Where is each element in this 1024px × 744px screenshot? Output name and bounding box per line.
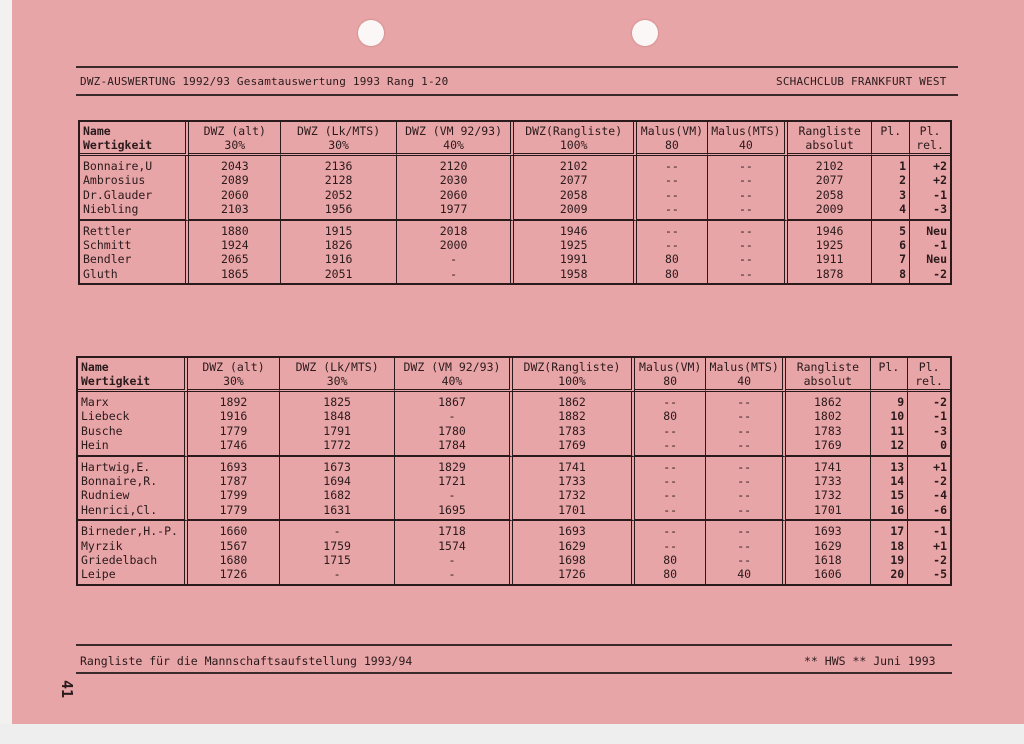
club-name: SCHACHCLUB FRANKFURT WEST (776, 75, 947, 88)
platz-values (872, 221, 910, 284)
table-cell: -- (737, 395, 752, 409)
player-group (78, 392, 950, 457)
table-cell: 11 (890, 423, 905, 438)
table-cell: -- (664, 202, 679, 217)
table-cell: 1682 (323, 488, 351, 503)
scan-edge (0, 724, 1024, 744)
table-cell: 1721 (438, 473, 466, 488)
malus-vm-values (637, 156, 708, 221)
table-cell: 1865 (220, 266, 249, 281)
table-cell: 10 (890, 409, 905, 424)
table-cell: -- (738, 173, 753, 188)
name-header: Name Wertigkeit (80, 122, 189, 156)
table-cell: 1618 (814, 552, 842, 567)
table-cell: 2120 (439, 159, 468, 173)
table-cell: -- (663, 438, 678, 453)
table-cell: Ambrosius (83, 173, 146, 188)
footer-rule-top (76, 644, 952, 646)
dwz-lk-values (280, 521, 395, 584)
name-header: Name Wertigkeit (78, 358, 188, 392)
table-cell: -2 (933, 266, 947, 281)
table-cell: 1862 (814, 395, 842, 409)
table-cell: 2077 (559, 173, 588, 188)
rangliste-absolut-values (786, 457, 870, 522)
table-cell: Birneder,H.-P. (81, 524, 178, 539)
platz-header: Pl. (871, 358, 909, 392)
rangliste-absolut-values (788, 221, 873, 284)
table-cell: 1915 (324, 223, 353, 238)
table-cell: -- (663, 524, 678, 539)
table-cell: 2043 (220, 159, 249, 173)
table-cell: - (448, 552, 456, 567)
table-cell: -- (737, 502, 752, 517)
table-cell: 1695 (438, 502, 466, 517)
table-cell: -1 (933, 237, 947, 252)
table-cell: 1925 (815, 237, 844, 252)
player-names (80, 156, 189, 221)
table-cell: 2136 (324, 159, 353, 173)
table-cell: Bonnaire,R. (81, 473, 158, 488)
platz-values (871, 457, 909, 522)
dwz-rangliste-values (513, 392, 635, 457)
table-cell: -1 (933, 524, 947, 539)
table-cell: 2018 (439, 223, 468, 238)
dwz-lk-values (280, 392, 395, 457)
table-cell: 16 (890, 502, 905, 517)
table-cell: -- (737, 552, 752, 567)
table-cell: Marx (81, 395, 109, 409)
table-cell: 2051 (324, 266, 353, 281)
table-cell: -2 (933, 552, 947, 567)
table-cell: 1741 (558, 459, 586, 474)
malus-mts-values (706, 392, 786, 457)
table-cell: Dr.Glauder (83, 187, 153, 202)
table-cell: 1779 (219, 423, 248, 438)
table-cell: 80 (664, 266, 679, 281)
punch-hole-right (632, 20, 658, 46)
table-header-row (80, 122, 950, 156)
table-cell: 80 (663, 409, 678, 424)
table-cell: - (448, 488, 456, 503)
page-number: 41 (58, 680, 76, 699)
table-cell: Bendler (83, 252, 132, 267)
table-cell: 1629 (558, 538, 586, 553)
malus-vm-header: Malus(VM) 80 (637, 122, 708, 156)
table-cell: -6 (933, 502, 947, 517)
table-cell: 1977 (439, 202, 468, 217)
table-cell: 1882 (558, 409, 586, 424)
platz-rel-values (910, 156, 950, 221)
table-cell: 1701 (814, 502, 842, 517)
dwz-vm-header: DWZ (VM 92/93) 40% (395, 358, 513, 392)
table-cell: 1567 (219, 538, 248, 553)
table-cell: 1726 (219, 567, 248, 582)
table-cell: +2 (933, 173, 947, 188)
header-rule-bottom (76, 94, 958, 96)
table-cell: 1826 (324, 237, 353, 252)
dwz-rangliste-values (513, 521, 635, 584)
table-cell: -- (663, 459, 678, 474)
table-cell: 2000 (439, 237, 468, 252)
table-cell: 2058 (559, 187, 588, 202)
dwz-rangliste-header: DWZ(Rangliste) 100% (514, 122, 637, 156)
dwz-alt-values (188, 521, 280, 584)
table-cell: 1802 (814, 409, 842, 424)
table-header-row (78, 358, 950, 392)
malus-mts-values (706, 457, 786, 522)
table-cell: 8 (899, 266, 907, 281)
table-cell: -- (738, 266, 753, 281)
table-cell: -- (737, 409, 752, 424)
rangliste-absolut-header: Rangliste absolut (788, 122, 873, 156)
table-cell: 2102 (559, 159, 588, 173)
table-cell: 1916 (324, 252, 353, 267)
table-cell: -- (664, 237, 679, 252)
table-cell: 1783 (814, 423, 842, 438)
table-cell: 1848 (323, 409, 351, 424)
dwz-lk-header: DWZ (Lk/MTS) 30% (280, 358, 395, 392)
table-cell: -- (738, 202, 753, 217)
platz-values (871, 521, 909, 584)
player-names (78, 521, 188, 584)
dwz-rangliste-values (514, 221, 637, 284)
table-cell: Liebeck (81, 409, 130, 424)
table-cell: 1956 (324, 202, 353, 217)
table-cell: 2060 (220, 187, 249, 202)
table-cell: 80 (663, 552, 678, 567)
platz-values (872, 156, 910, 221)
table-cell: Neu (926, 223, 947, 238)
platz-values (871, 392, 909, 457)
platz-rel-header: Pl. rel. (908, 358, 950, 392)
table-cell: 1698 (558, 552, 586, 567)
malus-vm-values (635, 392, 706, 457)
table-cell: -- (664, 187, 679, 202)
table-cell: 1660 (219, 524, 248, 539)
malus-vm-values (637, 221, 708, 284)
table-cell: -- (663, 423, 678, 438)
table-cell: - (450, 252, 458, 267)
dwz-vm-values (395, 457, 513, 522)
table-cell: 1769 (558, 438, 586, 453)
table-cell: -2 (933, 473, 947, 488)
table-cell: 1867 (438, 395, 466, 409)
dwz-alt-values (189, 156, 281, 221)
table-cell: 2128 (324, 173, 353, 188)
table-cell: 2065 (220, 252, 249, 267)
table-cell: - (333, 524, 341, 539)
malus-mts-header: Malus(MTS) 40 (706, 358, 786, 392)
table-cell: -- (738, 252, 753, 267)
table-cell: 9 (897, 395, 905, 409)
table-cell: 2009 (559, 202, 588, 217)
dwz-alt-values (189, 221, 281, 284)
table-cell: 1783 (558, 423, 586, 438)
table-cell: 1779 (219, 502, 248, 517)
table-cell: -- (737, 524, 752, 539)
page-edge (0, 0, 12, 724)
table-cell: -- (663, 538, 678, 553)
table-cell: -5 (933, 567, 947, 582)
table-cell: Rettler (83, 223, 132, 238)
ranking-table-1 (78, 120, 952, 285)
table-cell: -- (737, 473, 752, 488)
table-cell: 1878 (815, 266, 844, 281)
table-cell: - (448, 409, 456, 424)
table-cell: 2103 (220, 202, 249, 217)
table-cell: 40 (737, 567, 752, 582)
table-cell: Rudniew (81, 488, 130, 503)
dwz-vm-values (397, 221, 515, 284)
table-cell: - (333, 567, 341, 582)
table-cell: 1991 (559, 252, 588, 267)
table-cell: Schmitt (83, 237, 132, 252)
table-cell: 1693 (558, 524, 586, 539)
rangliste-absolut-values (788, 156, 873, 221)
table-cell: 1759 (323, 538, 351, 553)
table-cell: 1733 (558, 473, 586, 488)
table-cell: 15 (890, 488, 905, 503)
table-cell: 1829 (438, 459, 466, 474)
table-cell: -- (663, 395, 678, 409)
table-cell: Myrzik (81, 538, 123, 553)
dwz-lk-values (281, 221, 396, 284)
footer-author-date: ** HWS ** Juni 1993 (804, 654, 936, 668)
player-names (80, 221, 189, 284)
table-cell: 1772 (323, 438, 351, 453)
table-cell: +1 (933, 538, 947, 553)
rangliste-absolut-values (786, 521, 870, 584)
table-cell: -3 (933, 423, 947, 438)
table-cell: 2 (899, 173, 907, 188)
table-cell: 1741 (814, 459, 842, 474)
table-cell: -- (738, 187, 753, 202)
table-cell: 1746 (219, 438, 248, 453)
table-cell: 1718 (438, 524, 466, 539)
table-cell: -- (663, 473, 678, 488)
table-cell: -- (738, 237, 753, 252)
table-cell: -2 (933, 395, 947, 409)
table-cell: Busche (81, 423, 123, 438)
table-cell: 1680 (219, 552, 248, 567)
table-cell: 2077 (815, 173, 844, 188)
dwz-alt-header: DWZ (alt) 30% (189, 122, 281, 156)
table-cell: 1784 (438, 438, 466, 453)
table-cell: 19 (890, 552, 905, 567)
table-cell: -- (663, 488, 678, 503)
table-cell: -3 (933, 202, 947, 217)
table-cell: +1 (933, 459, 947, 474)
table-cell: 1631 (323, 502, 351, 517)
table-cell: 2089 (220, 173, 249, 188)
table-cell: 1701 (558, 502, 586, 517)
table-cell: Hartwig,E. (81, 459, 151, 474)
table-cell: -1 (933, 187, 947, 202)
malus-mts-values (708, 221, 788, 284)
punch-hole-left (358, 20, 384, 46)
table-cell: 2052 (324, 187, 353, 202)
table-cell: 20 (890, 567, 905, 582)
table-cell: -- (663, 502, 678, 517)
player-group (78, 457, 950, 522)
table-cell: 1958 (559, 266, 588, 281)
table-cell: 6 (899, 237, 907, 252)
malus-mts-values (708, 156, 788, 221)
table-cell: 1693 (219, 459, 248, 474)
table-cell: 14 (890, 473, 905, 488)
dwz-rangliste-values (513, 457, 635, 522)
malus-vm-values (635, 457, 706, 522)
table-cell: 1946 (559, 223, 588, 238)
table-cell: -- (664, 173, 679, 188)
player-group (78, 521, 950, 584)
table-cell: 1693 (814, 524, 842, 539)
table-cell: 17 (890, 524, 905, 539)
header-rule-top (76, 66, 958, 68)
table-cell: 2060 (439, 187, 468, 202)
malus-vm-header: Malus(VM) 80 (635, 358, 706, 392)
dwz-alt-values (188, 392, 280, 457)
player-group (80, 221, 950, 284)
table-cell: 1799 (219, 488, 248, 503)
table-cell: Gluth (83, 266, 118, 281)
dwz-vm-header: DWZ (VM 92/93) 40% (397, 122, 515, 156)
table-cell: 1925 (559, 237, 588, 252)
table-cell: 13 (890, 459, 905, 474)
dwz-rangliste-header: DWZ(Rangliste) 100% (513, 358, 635, 392)
table-cell: -- (737, 459, 752, 474)
player-names (78, 392, 188, 457)
table-cell: 1825 (323, 395, 351, 409)
malus-mts-header: Malus(MTS) 40 (708, 122, 788, 156)
table-cell: 1732 (814, 488, 842, 503)
table-cell: 1787 (219, 473, 248, 488)
malus-vm-values (635, 521, 706, 584)
table-cell: 80 (663, 567, 678, 582)
dwz-vm-values (395, 392, 513, 457)
footer-rule-bottom (76, 672, 952, 674)
dwz-lk-values (280, 457, 395, 522)
table-cell: Bonnaire,U (83, 159, 153, 173)
rangliste-absolut-values (786, 392, 870, 457)
table-cell: 1715 (323, 552, 351, 567)
dwz-vm-values (395, 521, 513, 584)
table-cell: 1916 (219, 409, 248, 424)
table-cell: 0 (940, 438, 947, 453)
table-cell: 1732 (558, 488, 586, 503)
table-cell: Griedelbach (81, 552, 158, 567)
dwz-alt-values (188, 457, 280, 522)
table-cell: -- (738, 223, 753, 238)
table-cell: -- (737, 423, 752, 438)
table-cell: -- (664, 223, 679, 238)
table-cell: 2102 (815, 159, 844, 173)
table-cell: 12 (890, 438, 905, 453)
table-cell: 18 (890, 538, 905, 553)
table-cell: 5 (899, 223, 907, 238)
table-cell: -- (738, 159, 753, 173)
table-cell: Henrici,Cl. (81, 502, 158, 517)
table-cell: - (450, 266, 458, 281)
table-cell: -- (737, 538, 752, 553)
table-cell: 1880 (220, 223, 249, 238)
table-cell: -4 (933, 488, 947, 503)
dwz-vm-values (397, 156, 515, 221)
table-cell: 80 (664, 252, 679, 267)
footer-caption: Rangliste für die Mannschaftsaufstellung 1993/94 (80, 654, 413, 668)
table-cell: -1 (933, 409, 947, 424)
table-cell: 3 (899, 187, 907, 202)
platz-rel-header: Pl. rel. (910, 122, 950, 156)
table-cell: -- (737, 438, 752, 453)
malus-mts-values (706, 521, 786, 584)
rangliste-absolut-header: Rangliste absolut (786, 358, 870, 392)
player-group (80, 156, 950, 221)
dwz-rangliste-values (514, 156, 637, 221)
platz-rel-values (908, 392, 950, 457)
table-cell: 1862 (558, 395, 586, 409)
table-cell: 1 (899, 159, 907, 173)
table-cell: 1769 (814, 438, 842, 453)
table-cell: 1726 (558, 567, 586, 582)
table-cell: 2058 (815, 187, 844, 202)
table-cell: 2030 (439, 173, 468, 188)
table-cell: 7 (899, 252, 907, 267)
table-cell: 1780 (438, 423, 466, 438)
platz-rel-values (908, 521, 950, 584)
table-cell: 1946 (815, 223, 844, 238)
ranking-table-2 (76, 356, 952, 586)
table-cell: +2 (933, 159, 947, 173)
table-cell: - (448, 567, 456, 582)
table-cell: -- (737, 488, 752, 503)
table-cell: 1574 (438, 538, 466, 553)
table-cell: 1694 (323, 473, 351, 488)
table-cell: 1892 (219, 395, 248, 409)
table-cell: 1629 (814, 538, 842, 553)
dwz-lk-values (281, 156, 396, 221)
table-cell: 1911 (815, 252, 844, 267)
platz-header: Pl. (872, 122, 910, 156)
platz-rel-values (908, 457, 950, 522)
table-cell: Niebling (83, 202, 139, 217)
table-cell: 1791 (323, 423, 351, 438)
dwz-alt-header: DWZ (alt) 30% (188, 358, 280, 392)
player-names (78, 457, 188, 522)
table-cell: 1673 (323, 459, 351, 474)
table-cell: 4 (899, 202, 907, 217)
table-cell: 2009 (815, 202, 844, 217)
table-cell: 1924 (220, 237, 249, 252)
table-cell: Leipe (81, 567, 116, 582)
report-title: DWZ-AUSWERTUNG 1992/93 Gesamtauswertung 1993 Rang 1-20 (80, 75, 449, 88)
platz-rel-values (910, 221, 950, 284)
table-cell: -- (664, 159, 679, 173)
dwz-lk-header: DWZ (Lk/MTS) 30% (281, 122, 396, 156)
table-cell: 1606 (814, 567, 842, 582)
table-cell: Hein (81, 438, 109, 453)
table-cell: Neu (926, 252, 947, 267)
table-cell: 1733 (814, 473, 842, 488)
